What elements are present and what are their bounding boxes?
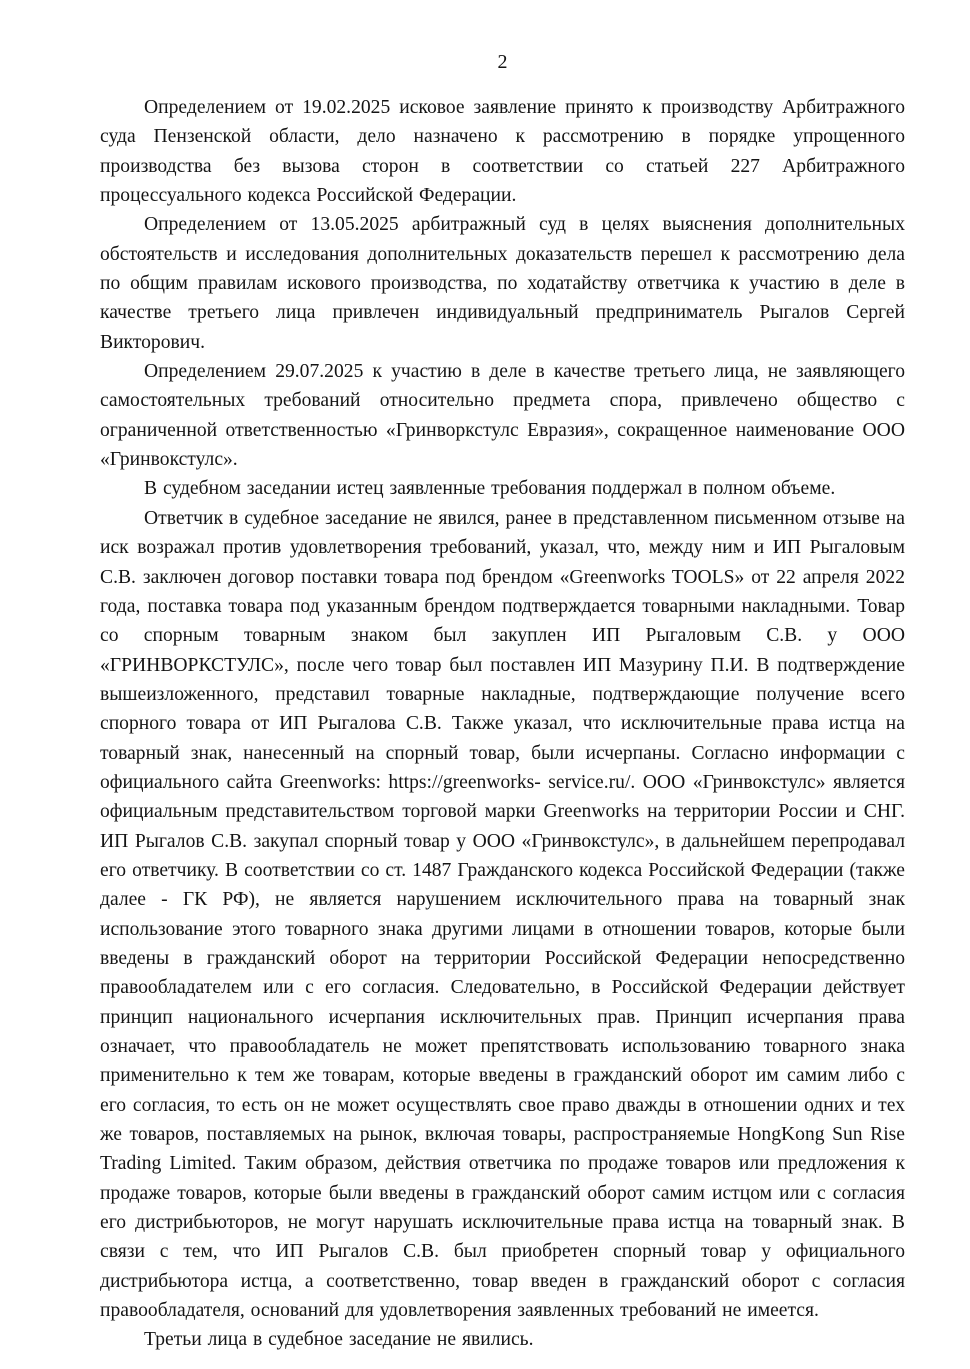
paragraph: Определением 29.07.2025 к участию в деле в качестве третьего лица, не заявляющего самостоятельных требований относительно предмета спора, привлечено общество с ограниченной ответственностью «Гринворкстулс Евразия», сокращенное наименование ООО «Гринвокстулс». bbox=[100, 361, 905, 471]
document-body bbox=[100, 93, 905, 1355]
page-number: 2 bbox=[497, 51, 508, 73]
paragraph: Определением от 13.05.2025 арбитражный суд в целях выяснения дополнительных обстоятельств и исследования дополнительных доказательств перешел к рассмотрению дела по общим правилам искового производства, по ходатайству ответчика к участию в деле в качестве третьего лица привлечен индивидуальный предприниматель Рыгалов Сергей Викторович. bbox=[100, 214, 905, 353]
paragraph: Ответчик в судебное заседание не явился, ранее в представленном письменном отзыве на иск возражал против удовлетворения требований, указал, что, между ним и ИП Рыгаловым С.В. заключен договор поставки товара под брендом «Greenworks TOOLS» от 22 апреля 2022 года, поставка товара под указанным брендом подтверждается товарными накладными. Товар со спорным товарным знаком был закуплен ИП Рыгаловым С.В. у ООО «ГРИНВОРКСТУЛС», после чего товар был поставлен ИП Мазурину П.И. В подтверждение вышеизложенного, представил товарные накладные, подтверждающие получение всего спорного товара от ИП Рыгалова С.В. Также указал, что исключительные права истца на товарный знак, нанесенный на спорный товар, были исчерпаны. Согласно информации с официального сайта Greenworks: https://greenworks- service.ru/. ООО «Гринвокстулс» является официальным представительством торговой марки Greenworks на территории России и СНГ. ИП Рыгалов С.В. закупал спорный товар у ООО «Гринвокстулс», в дальнейшем перепродавал его ответчику. В соответствии со ст. 1487 Гражданского кодекса Российской Федерации (также далее - ГК РФ), не является нарушением исключительного права на товарный знак использование этого товарного знака другими лицами в отношении товаров, которые были введены в гражданский оборот на территории Российской Федерации непосредственно правообладателем или с его согласия. Следовательно, в Российской Федерации действует принцип национального исчерпания исключительных прав. Принцип исчерпания права означает, что правообладатель не может препятствовать использованию товарного знака применительно к тем же товарам, которые введены в гражданский оборот им самим либо с его согласия, то есть он не может осуществлять свое право дважды в отношении одних и тех же товаров, поставляемых на рынок, включая товары, распространяемые HongKong Sun Rise Trading Limited. Таким образом, действия ответчика по продаже товаров или предложения к продаже товаров, которые были введены в гражданский оборот самим истцом или с согласия его дистрибьюторов, не могут нарушать исключительные права истца на товарный знак. В связи с тем, что ИП Рыгалов С.В. был приобретен спорный товар у официального дистрибьютора истца, а соответственно, товар введен в гражданский оборот с согласия правообладателя, оснований для удовлетворения заявленных требований не имеется. bbox=[100, 507, 905, 1322]
paragraph: Третьи лица в судебное заседание не явились. bbox=[144, 1329, 534, 1351]
paragraph: В судебном заседании истец заявленные требования поддержал в полном объеме. bbox=[144, 478, 836, 500]
paragraph: Определением от 19.02.2025 исковое заявление принято к производству Арбитражного суда Пензенской области, дело назначено к рассмотрению в порядке упрощенного производства без вызова сторон в соответствии со статьей 227 Арбитражного процессуального кодекса Российской Федерации. bbox=[100, 97, 905, 207]
